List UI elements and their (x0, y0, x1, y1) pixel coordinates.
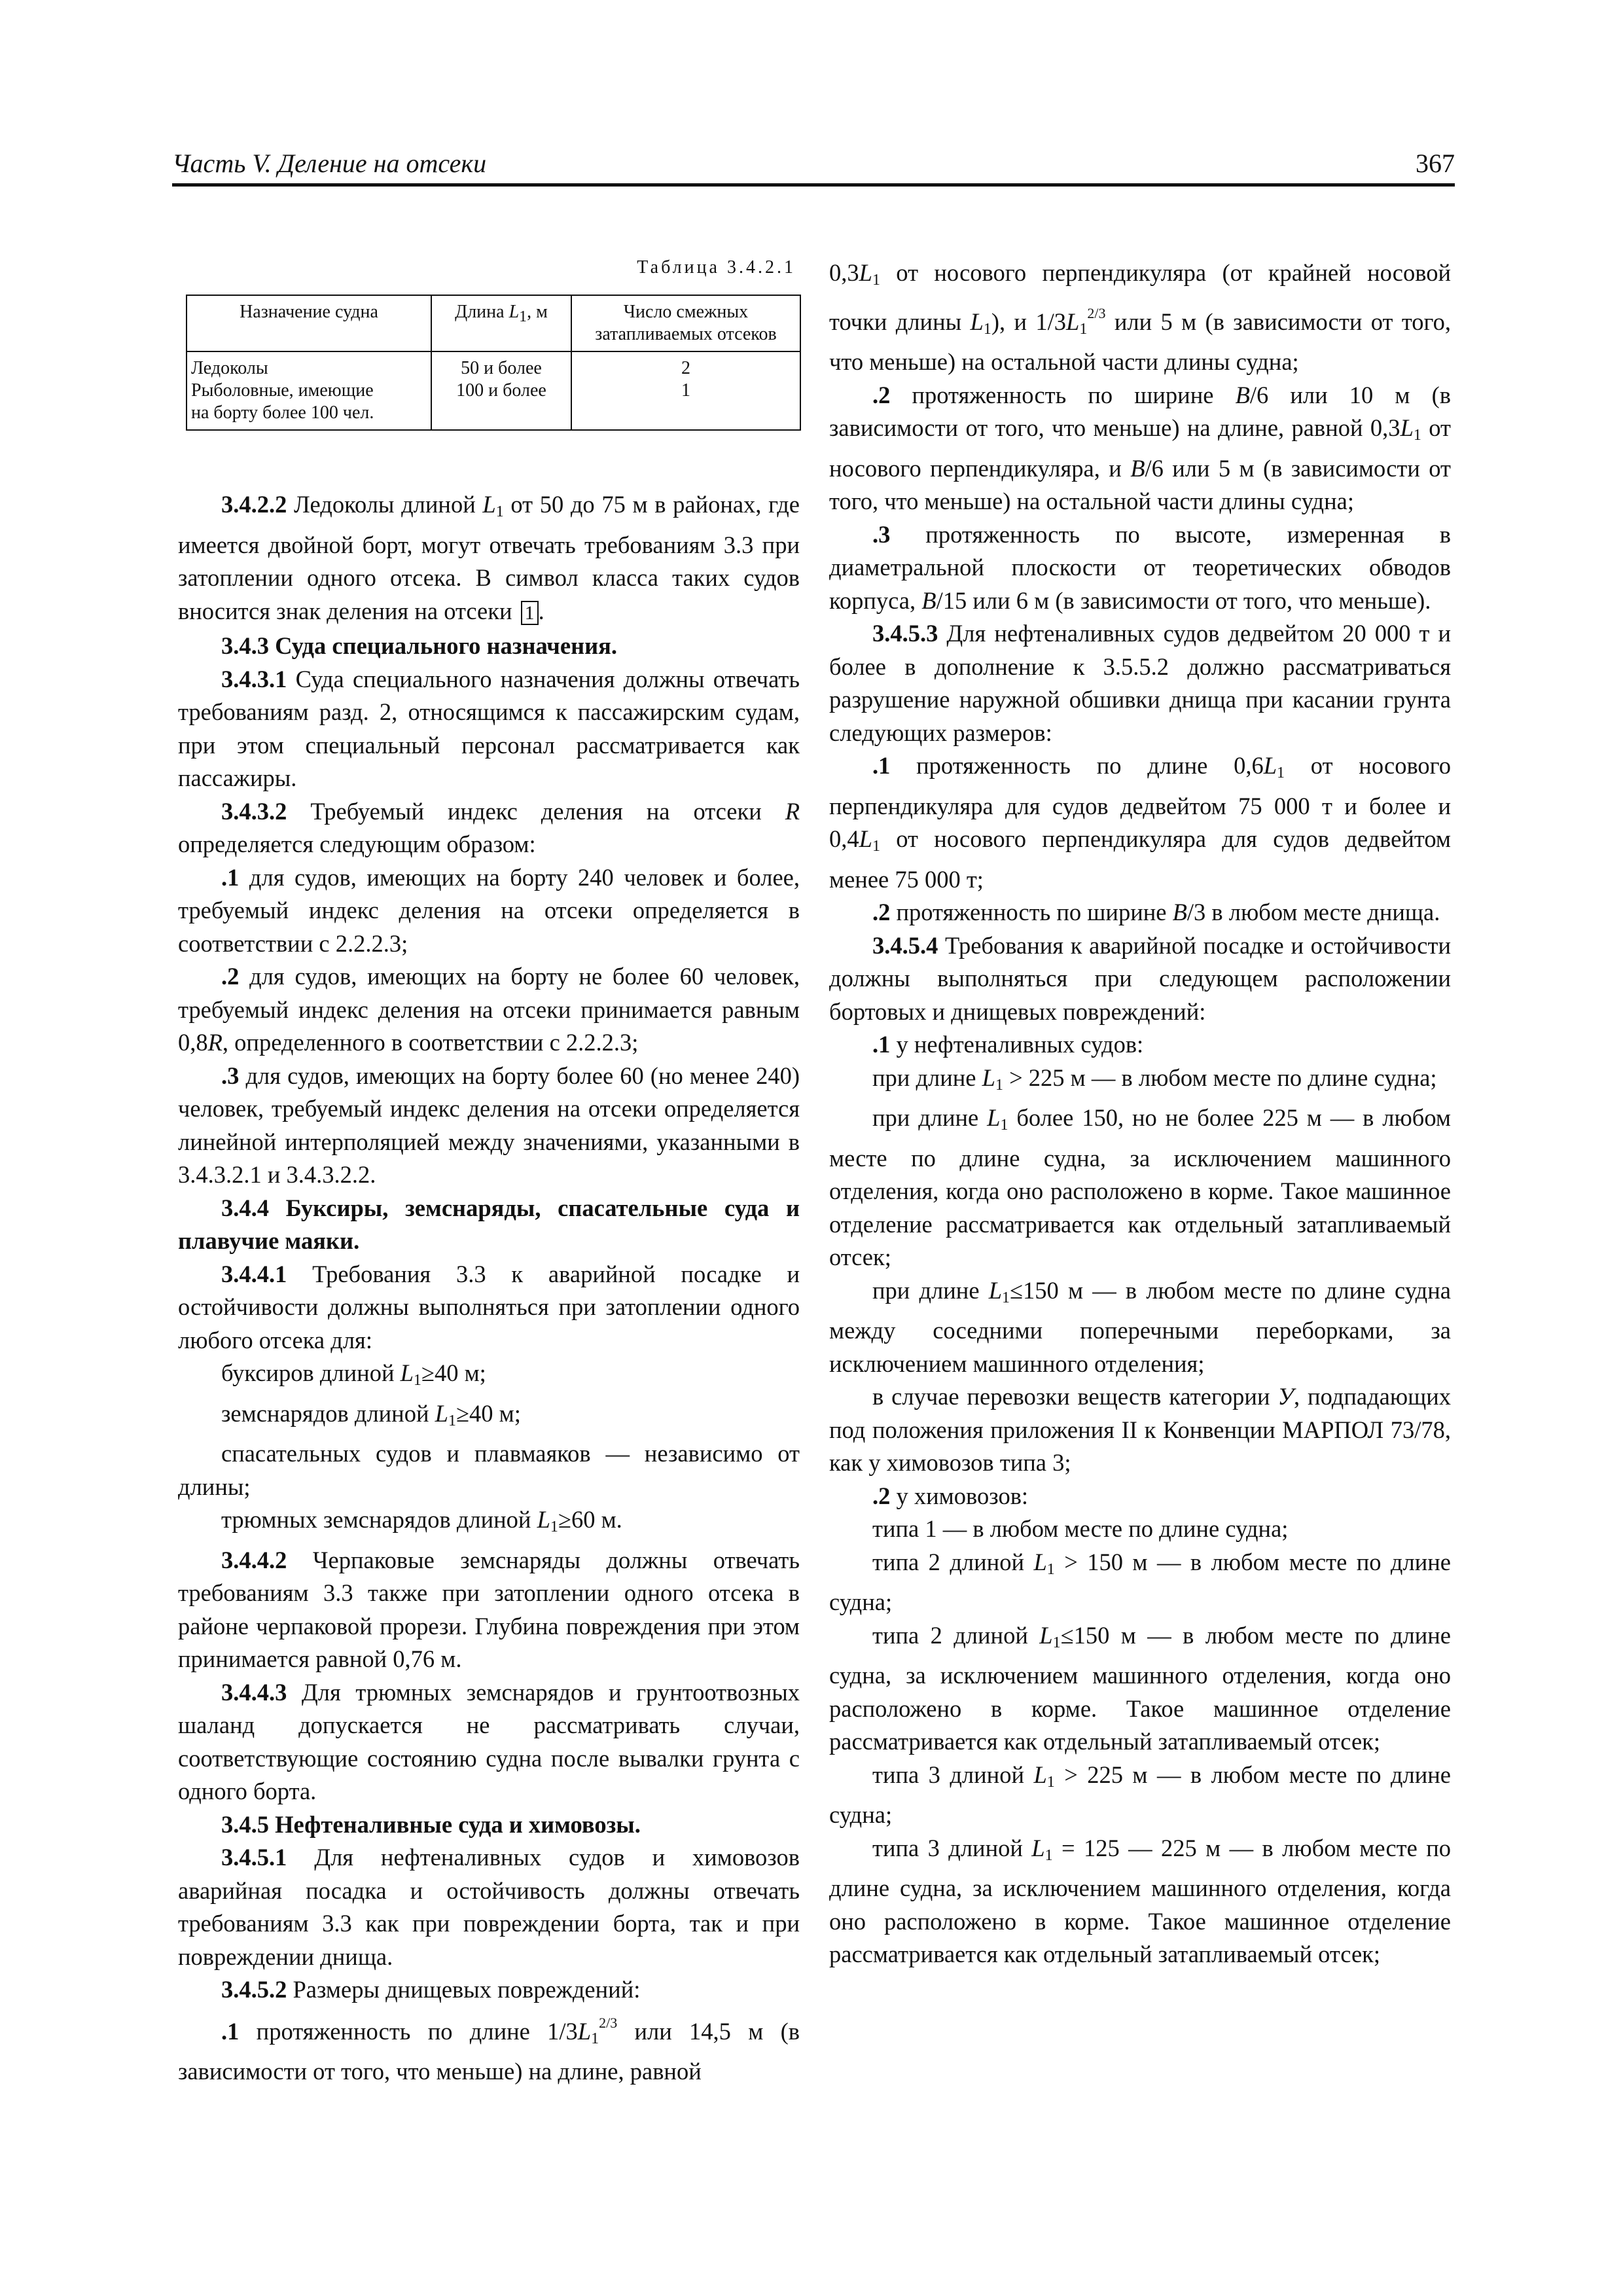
text-span: L (508, 302, 520, 322)
text-span: 2/3 (599, 2014, 618, 2031)
text-span: земснарядов длиной (221, 1399, 435, 1427)
text-span: 1 (495, 503, 504, 520)
text-span: 1 (1046, 1773, 1055, 1791)
table-header-cell (431, 295, 571, 351)
text-span: 3.4.5.1 (221, 1844, 287, 1871)
text-span: Ледоколы длиной (287, 491, 483, 518)
text-span: Размеры днищевых повреждений: (287, 1976, 641, 2003)
text-span: 3.4.5.3 (872, 620, 938, 647)
text-span: для судов, имеющих на борту 240 человек и более, требуемый индекс деления на отсеки определяется в соответствии с 2.2.2.3; (178, 863, 800, 957)
heading-3-4-3: 3.4.3 Суда специального назначения. (221, 632, 618, 659)
text-span: , м (527, 302, 548, 322)
paragraph-continued (829, 257, 1451, 379)
list-item (829, 1028, 1451, 1062)
text-span: 3.4.5.4 (872, 931, 938, 959)
text-span: .1 (221, 2017, 240, 2045)
text-span: Требуемый индекс деления на отсеки (287, 797, 785, 825)
text-span: B (1130, 454, 1145, 482)
text-span: 1 (995, 1076, 1003, 1094)
text-span: Длина (455, 302, 509, 322)
text-span: B (921, 586, 936, 614)
text-span: B (1235, 381, 1250, 408)
list-item (829, 1274, 1451, 1381)
text-span: 1 (413, 1372, 421, 1389)
text-span: L (1263, 752, 1277, 779)
text-span: трюмных земснарядов длиной (221, 1506, 537, 1533)
text-span: 2/3 (1087, 304, 1106, 321)
text-span: .2 (221, 963, 240, 990)
text-span: B (1172, 899, 1187, 925)
text-span: протяженность по ширине (890, 899, 1173, 925)
text-span: 1 (681, 380, 690, 401)
text-span: .3 (221, 1062, 240, 1089)
text-span: L (970, 308, 984, 335)
text-span: ≤150 м — в любом месте по длине судна, за исключением машинного отделения, когда оно расположено в корме. Такое машинное отделение рассматривается как отдельный затапливаемый отсек; (829, 1621, 1451, 1755)
text-span: L (988, 1276, 1003, 1304)
table-row (187, 351, 800, 430)
text-span: Черпаковые земснаряды должны отвечать требованиям 3.3 также при затоплении одного отсека в районе черпаковой прорези. Глубина повреждения при этом принимается равной 0,76 м. (178, 1546, 800, 1672)
text-span: Для нефтеналивных судов дедвейтом 20 000 т и более в дополнение к 3.5.5.2 должно рассматриваться разрушение наружной обшивки днища при касании грунта следующих размеров: (829, 620, 1451, 746)
text-span: 3.4.3.2 (221, 797, 287, 825)
text-span: 1 (1044, 1846, 1053, 1864)
text-span: 1 (1002, 1289, 1010, 1306)
paragraph-3-4-4-1 (178, 1258, 800, 1357)
paragraph-3-4-3-1 (178, 663, 800, 795)
text-span: у нефтеналивных судов: (890, 1031, 1144, 1058)
table-header-row (187, 295, 800, 351)
paragraph-3-4-5-2 (178, 1973, 800, 2007)
list-item (829, 749, 1451, 896)
paragraph-3-4-5-1 (178, 1841, 800, 1973)
list-item: типа 1 — в любом месте по длине судна; (872, 1515, 1289, 1542)
text-span: R (785, 797, 800, 825)
text-span: более 150, но не более 225 м — в любом месте по длине судна, за исключением машинного отделения, когда оно расположено в корме. Такое машинное отделение рассматривается как отдельный затапливаемый отсек; (829, 1104, 1451, 1270)
text-span: протяженность по длине 1/3 (239, 2017, 578, 2045)
list-item (829, 896, 1451, 929)
text-span: Требования к аварийной посадке и остойчивости должны выполняться при следующем расположении бортовых и днищевых повреждений: (829, 931, 1451, 1025)
text-span: У (1277, 1383, 1294, 1410)
text-span: Для нефтеналивных судов и химовозов аварийная посадка и остойчивость должны отвечать требованиям 3.3 как при повреждении борта, так и при повреждении днища. (178, 1844, 800, 1970)
compartment-table (186, 295, 801, 431)
text-span: ), и 1/3 (991, 308, 1067, 335)
text-span: L (1039, 1621, 1053, 1649)
table-cell (571, 351, 800, 430)
text-span: = 125 — 225 м — в любом месте по длине судна, за исключением машинного отделения, когда оно расположено в корме. Такое машинное отделение рассматривается как отдельный затапливаемый отсек; (829, 1834, 1452, 1967)
text-span: /3 в любом месте днища. (1186, 899, 1440, 925)
paragraph-3-4-5-3 (829, 617, 1451, 749)
text-span: ≥60 м. (558, 1506, 622, 1533)
list-item (829, 1546, 1451, 1619)
text-span: 1 (448, 1412, 456, 1429)
text-span: 100 и более (456, 380, 546, 401)
list-item (829, 518, 1451, 618)
text-span: 1 (872, 838, 880, 855)
text-span: ≤150 м — в любом месте по длине судна между соседними поперечными переборками, за исключением машинного отделения; (829, 1276, 1451, 1377)
text-span: типа 3 длиной (872, 1834, 1032, 1861)
list-item (829, 1480, 1451, 1513)
list-item (178, 1060, 800, 1192)
text-span: > 150 м — в любом месте по длине судна; (829, 1548, 1451, 1615)
running-header (172, 143, 1455, 187)
text-span: 1 (550, 1518, 558, 1535)
text-span: типа 2 длиной (872, 1548, 1034, 1575)
text-span: L (982, 1064, 995, 1091)
text-span: L (400, 1359, 414, 1386)
text-span: L (1033, 1548, 1047, 1575)
text-span: затапливаемых отсеков (595, 324, 777, 344)
text-span: при длине (872, 1276, 989, 1304)
text-span: L (435, 1399, 448, 1427)
text-span: ≥40 м; (455, 1399, 521, 1427)
text-span: L (859, 825, 872, 852)
text-span: для судов, имеющих на борту не более 60 человек, требуемый индекс деления на отсеки принимается равным 0,8 (178, 963, 800, 1056)
list-item (829, 1759, 1451, 1832)
text-span: 1 (1277, 764, 1285, 781)
text-span: для судов, имеющих на борту более 60 (но менее 240) человек, требуемый индекс деления на отсеки определяется линейной интерполяцией между значениями, указанными в 3.4.3.2.1 и 3.4.3.2.2. (178, 1062, 800, 1188)
division-mark-box: 1 (521, 601, 539, 625)
text-span: L (1400, 414, 1414, 441)
paragraph-3-4-3-2 (178, 795, 800, 861)
text-span: от носового перпендикуляра (от крайней носовой точки длины (829, 259, 1451, 335)
text-span: 1 (591, 2030, 599, 2047)
text-span: 1 (1413, 427, 1421, 444)
paragraph-3-4-4-3 (178, 1676, 800, 1808)
table-caption: Таблица 3.4.2.1 (637, 257, 796, 278)
text-span: 1 (1052, 1634, 1061, 1651)
text-span: 3.4.4.3 (221, 1678, 287, 1706)
text-span: Для трюмных земснарядов и грунтоотвозных шаланд допускается не рассматривать случаи, соответствующие состоянию судна после вывалки грунта с одного борта. (178, 1678, 800, 1804)
text-span: протяженность по высоте, измеренная в диаметральной плоскости от теоретических обводов корпуса, (829, 520, 1451, 614)
text-span: .2 (872, 899, 891, 925)
text-span: L (577, 2017, 592, 2045)
text-span: в случае перевозки веществ категории (872, 1383, 1278, 1410)
text-span: /15 или 6 м (в зависимости от того, что меньше). (936, 586, 1431, 614)
text-span: . (538, 597, 544, 624)
text-span: Рыболовные, имеющие (191, 380, 374, 401)
heading-3-4-4: 3.4.4 Буксиры, земснаряды, спасательные суда и плавучие маяки. (178, 1194, 800, 1254)
table-header-cell: Назначение судна (187, 295, 431, 351)
text-span: 3.4.4.2 (221, 1546, 287, 1573)
paragraph-3-4-4-2 (178, 1544, 800, 1676)
table-cell (431, 351, 571, 430)
text-span: /6 или 10 м (в зависимости от того, что меньше) на длине, равной 0,3 (829, 381, 1451, 441)
text-span: 3.4.4.1 (221, 1260, 287, 1287)
list-item (829, 379, 1451, 518)
list-item: спасательных судов и плавмаяков — независимо от длины; (178, 1440, 800, 1500)
paragraph-3-4-5-4 (829, 929, 1451, 1029)
section-title: Часть V. Деление на отсеки (172, 149, 487, 178)
text-span: протяженность по ширине (890, 381, 1236, 408)
text-span: Суда специального назначения должны отвечать требованиям разд. 2, относящимся к пассажирским судам, при этом специальный персонал рассматривается как пассажиры. (178, 665, 800, 791)
text-span: на борту более 100 чел. (191, 403, 374, 423)
text-span: 0,3 (829, 259, 859, 286)
left-column (178, 257, 800, 2089)
text-span: .1 (872, 1031, 891, 1058)
text-span: у химовозов: (890, 1482, 1029, 1509)
text-span: L (482, 491, 496, 518)
list-item (829, 1062, 1451, 1102)
text-span: .3 (872, 520, 891, 548)
text-span: типа 2 длиной (872, 1621, 1040, 1649)
text-span: 2 (681, 358, 690, 378)
text-span: Ледоколы (191, 358, 268, 378)
text-span: при длине (872, 1104, 988, 1131)
text-span: L (987, 1104, 1001, 1131)
text-span: L (859, 259, 872, 286)
list-item (178, 1397, 800, 1438)
text-span: 1 (1079, 320, 1088, 338)
list-item (178, 1503, 800, 1544)
text-span: R (207, 1029, 223, 1056)
text-span: .2 (872, 381, 891, 408)
text-span: , подпадающих под положения приложения II к Конвенции МАРПОЛ 73/78, как у химовозов типа 3; (829, 1383, 1451, 1476)
text-span: /6 или 5 м (в зависимости от того, что меньше) на остальной части длины судна; (829, 454, 1451, 514)
text-span: 50 и более (461, 358, 542, 378)
text-span: ≥40 м; (421, 1359, 486, 1386)
text-span: 1 (872, 272, 880, 289)
list-item (178, 960, 800, 1060)
text-span: , определенного в соответствии с 2.2.2.3; (222, 1029, 639, 1056)
text-span: от 50 до 75 м в районах, где имеется двойной борт, могут отвечать требованиям 3.3 при затоплении одного отсека. В символ класса таких судов вносится знак деления на отсеки (178, 491, 800, 624)
text-span: протяженность по длине 0,6 (890, 752, 1264, 779)
text-span: Требования 3.3 к аварийной посадке и остойчивости должны выполняться при затоплении одного любого отсека для: (178, 1260, 800, 1354)
page-number: 367 (1416, 149, 1455, 178)
text-span: Число смежных (623, 302, 749, 322)
list-item (829, 1619, 1451, 1759)
text-span: или 14,5 м (в зависимости от того, что меньше) на длине, равной (178, 2017, 800, 2085)
text-span: буксиров длиной (221, 1359, 401, 1386)
text-span: типа 3 длиной (872, 1761, 1034, 1788)
text-span: L (1031, 1834, 1045, 1861)
table-cell (187, 351, 431, 430)
text-span: 1 (1000, 1117, 1008, 1134)
list-item (829, 1102, 1451, 1274)
text-span: 3.4.5.2 (221, 1976, 287, 2003)
right-column (829, 257, 1451, 1971)
table-header-cell (571, 295, 800, 351)
text-span: .1 (221, 863, 240, 891)
text-span: L (1033, 1761, 1047, 1788)
text-span: или 5 м (в зависимости от того, что меньше) на остальной части длины судна; (829, 308, 1451, 375)
list-item (178, 861, 800, 961)
list-item (178, 1357, 800, 1397)
text-span: 3.4.3.1 (221, 665, 287, 692)
text-span: > 225 м — в любом месте по длине судна; (829, 1761, 1451, 1828)
list-item (829, 1832, 1451, 1971)
text-span: при длине (872, 1064, 982, 1091)
list-item (178, 2007, 800, 2089)
text-span: 1 (983, 320, 991, 338)
text-span: L (537, 1506, 550, 1533)
text-span: определяется следующим образом: (178, 831, 536, 857)
text-span: 1 (1046, 1560, 1055, 1578)
text-span: от носового перпендикуляра для судов дедвейтом 75 000 т и более и 0,4 (829, 752, 1451, 852)
text-span: 3.4.2.2 (221, 491, 287, 518)
list-item (829, 1380, 1451, 1480)
text-span: от носового перпендикуляра для судов дедвейтом менее 75 000 т; (829, 825, 1451, 893)
text-span: .2 (872, 1482, 891, 1509)
text-span: .1 (872, 752, 891, 779)
text-span: от носового перпендикуляра, и (829, 414, 1451, 482)
text-span: > 225 м — в любом месте по длине судна; (1003, 1064, 1437, 1091)
heading-3-4-5: 3.4.5 Нефтеналивные суда и химовозы. (221, 1810, 641, 1838)
text-span: L (1066, 308, 1080, 335)
text-span: 1 (519, 308, 527, 325)
paragraph-3-4-2-2 (178, 488, 800, 630)
